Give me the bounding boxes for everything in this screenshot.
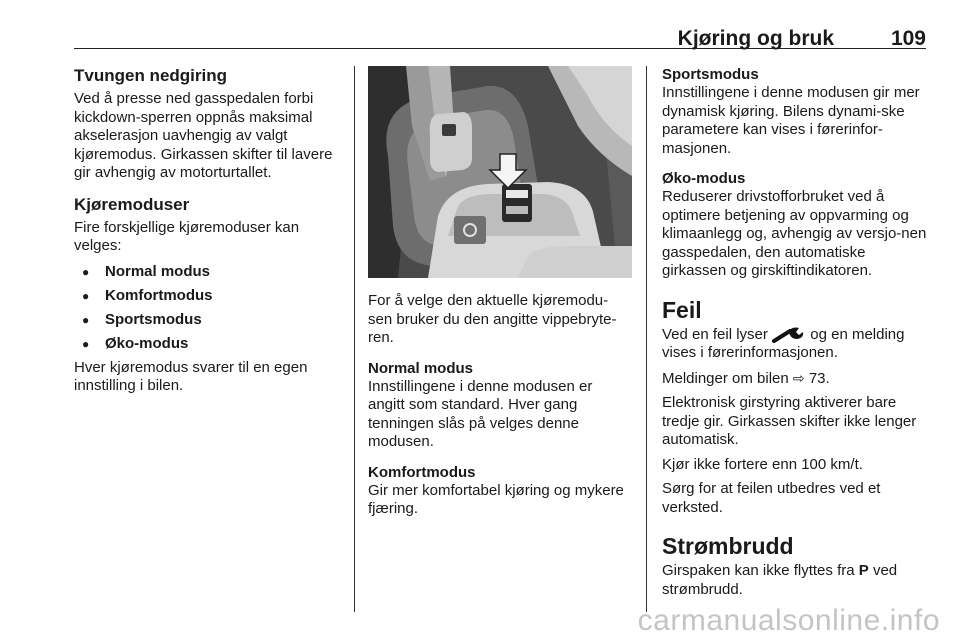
paragraph: Hver kjøremodus svarer til en egen innstilling i bilen.	[74, 358, 308, 394]
paragraph: Innstillingene i denne modusen er angitt som standard. Hver gang tenningen slås på velges denne modusen.	[368, 377, 593, 450]
paragraph: Reduserer drivstofforbruket ved å optimere betjening av oppvarming og klimaanlegg og, avhengig av versjo-nen gasspedalen, den automatiske girkassen og girskiftindikatoren.	[662, 188, 927, 279]
gear-selector-photo	[368, 66, 632, 278]
wrench-icon	[772, 326, 806, 343]
heading-strombrudd: Strømbrudd	[662, 533, 794, 559]
heading-oko-modus: Øko-modus	[662, 170, 746, 187]
paragraph-strombrudd	[662, 562, 930, 599]
heading-tvungen-nedgiring: Tvungen nedgiring	[74, 66, 227, 85]
paragraph: Kjør ikke fortere enn 100 km/t.	[662, 455, 863, 473]
list-item: ● Normal modus	[74, 263, 342, 281]
paragraph: Innstillingene i denne modusen gir mer dynamisk kjøring. Bilens dynami-ske parametere kan vises i førerinfor-masjonen.	[662, 84, 920, 157]
gear-selector-illustration	[368, 66, 632, 278]
paragraph: For å velge den aktuelle kjøremodu-sen bruker du den angitte vippebryte-ren.	[368, 292, 617, 346]
arrow-right-icon: ⇨	[792, 369, 805, 386]
text-fragment: Girspaken kan ikke flyttes fra	[662, 562, 855, 579]
page-number: 109	[890, 27, 926, 50]
column-divider	[646, 66, 647, 612]
paragraph: Ved å presse ned gasspedalen forbi kickdown-sperren oppnås maksimal akselerasjon uavhengig av valgt kjøremodus. Girkassen skifter til lavere gir avhengig av motorturtallet.	[74, 90, 333, 181]
paragraph: Fire forskjellige kjøremoduser kan velges:	[74, 218, 300, 254]
heading-kjoremoduser: Kjøremoduser	[74, 194, 190, 214]
column-divider	[354, 66, 355, 612]
heading-normal-modus: Normal modus	[368, 359, 474, 377]
text-fragment: Meldinger om bilen	[662, 369, 789, 387]
mode-list	[74, 263, 342, 353]
column-right	[662, 66, 930, 599]
list-item: ● Komfortmodus	[74, 287, 342, 305]
heading-komfortmodus: Komfortmodus	[368, 463, 476, 481]
column-left	[74, 66, 342, 396]
paragraph-feil	[662, 326, 930, 363]
text-fragment: og en melding vises i førerinformasjonen.	[662, 325, 905, 361]
text-fragment: ved strømbrudd.	[662, 562, 898, 598]
column-middle	[368, 66, 632, 519]
paragraph: Gir mer komfortabel kjøring og mykere fjæring.	[368, 481, 624, 517]
text-fragment: Ved en feil lyser	[662, 325, 768, 343]
list-item: ● Øko-modus	[74, 335, 342, 353]
paragraph-meldinger	[662, 369, 930, 389]
page-reference: 73.	[808, 369, 830, 387]
paragraph: Sørg for at feilen utbedres ved et verksted.	[662, 480, 881, 516]
page-title: Kjøring og bruk	[677, 27, 834, 50]
gear-p-label: P	[858, 562, 869, 579]
heading-feil: Feil	[662, 296, 702, 323]
heading-sportsmodus: Sportsmodus	[662, 66, 759, 83]
watermark: carmanualsonline.info	[637, 604, 940, 637]
list-item: ● Sportsmodus	[74, 311, 342, 329]
page-header	[74, 0, 926, 49]
paragraph: Elektronisk girstyring aktiverer bare tredje gir. Girkassen skifter ikke lenger automatisk.	[662, 394, 917, 448]
